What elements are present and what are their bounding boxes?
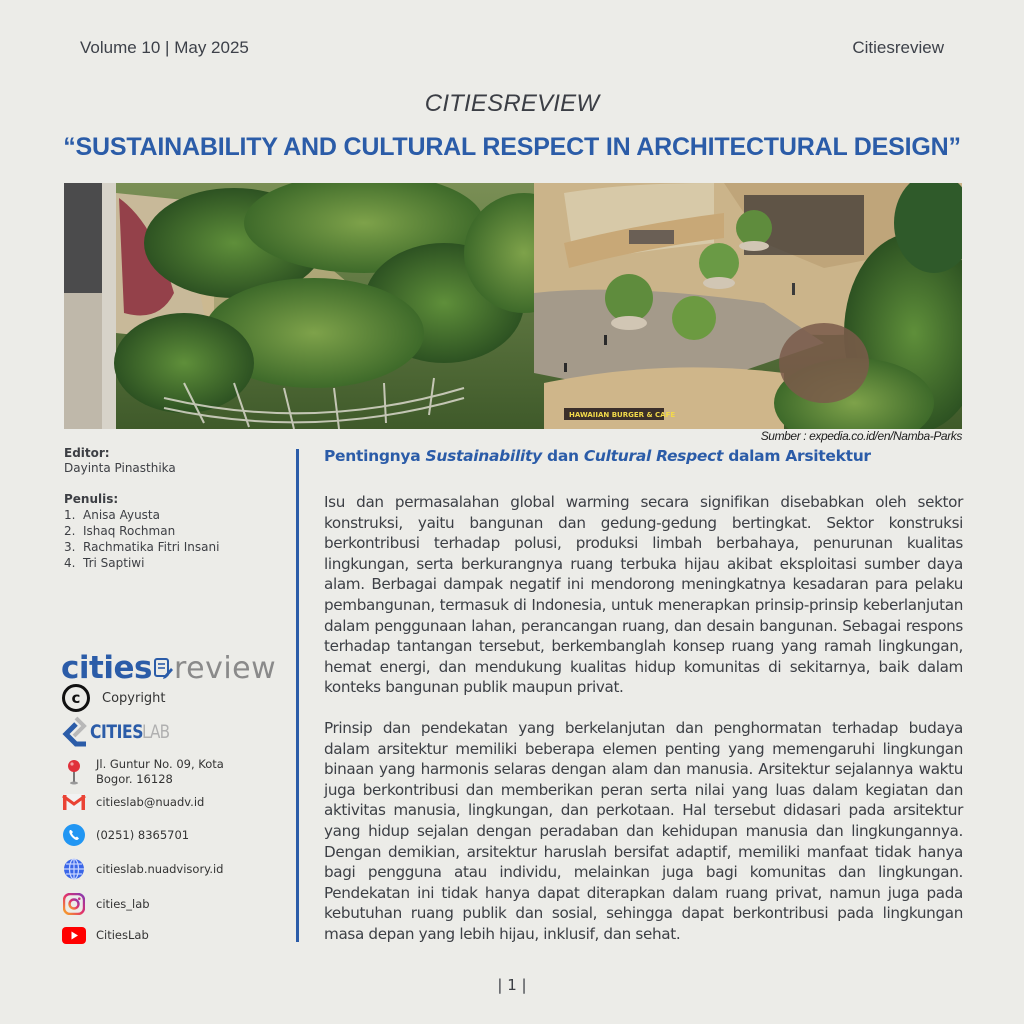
instagram-icon xyxy=(62,892,86,916)
editor-label: Editor: xyxy=(64,446,110,460)
article-title: “SUSTAINABILITY AND CULTURAL RESPECT IN ARCHITECTURAL DESIGN” xyxy=(63,133,961,161)
gmail-icon xyxy=(62,790,86,814)
contact-email[interactable]: citieslab@nuadv.id xyxy=(62,790,204,814)
contact-youtube[interactable]: CitiesLab xyxy=(62,923,149,947)
writers-list xyxy=(64,507,284,571)
youtube-icon xyxy=(62,923,86,947)
section-heading: Pentingnya Sustainability dan Cultural Respect dalam Arsitektur xyxy=(324,447,871,465)
editor-name: Dayinta Pinasthika xyxy=(64,461,176,475)
contact-instagram[interactable]: cities_lab xyxy=(62,892,150,916)
svg-text:HAWAIIAN BURGER & CAFE: HAWAIIAN BURGER & CAFE xyxy=(569,411,676,419)
header-issue: Volume 10 | May 2025 xyxy=(80,38,249,57)
copyright-row: c Copyright xyxy=(62,684,166,712)
writer-item: 1. Anisa Ayusta xyxy=(64,508,160,522)
photo-caption: Sumber : expedia.co.id/en/Namba-Parks xyxy=(760,429,962,443)
copyright-icon: c xyxy=(62,684,90,712)
citiesreview-logo: cities review xyxy=(61,650,277,686)
paragraph: Isu dan permasalahan global warming secara signifikan disebabkan oleh sektor konstruksi, yaitu bangunan dan gedung-gedung bertingkat. Sektor konstruksi berkontribusi terhadap polusi, produksi limbah berbahaya, penurunan kualitas lingkungan, serta berkurangnya ruang terbuka hijau akibat eksploitasi sumber daya alam. Berbagai dampak negatif ini mendorong meningkatnya kesadaran para pelaku pembangunan, termasuk di Indonesia, untuk menerapkan prinsip-prinsip keberlanjutan dalam penggunaan lahan, perancangan ruang, dan desain bangunan. Sebagai respons terhadap tantangan tersebut, berkembanglah konsep ruang yang ramah lingkungan, hemat energi, dan mendukung kualitas hidup komunitas di sekitarnya, baik dalam konteks bangunan publik maupun privat. xyxy=(324,493,963,697)
document-pen-icon xyxy=(153,656,173,680)
writer-item: 3. Rachmatika Fitri Insani xyxy=(64,540,220,554)
map-pin-icon xyxy=(62,760,86,784)
writers-label: Penulis: xyxy=(64,492,119,506)
hero-photo xyxy=(64,183,962,429)
writer-item: 4. Tri Saptiwi xyxy=(64,556,145,570)
contact-phone[interactable]: (0251) 8365701 xyxy=(62,823,189,847)
globe-icon xyxy=(62,857,86,881)
header-publication: Citiesreview xyxy=(852,38,944,57)
page-number: | 1 | xyxy=(497,976,527,994)
column-divider xyxy=(296,449,299,942)
paragraph: Prinsip dan pendekatan yang berkelanjutan dan penghormatan terhadap budaya dalam arsitektur memiliki beberapa elemen penting yang memengaruhi lingkungan binaan yang harmonis selaras dengan alam dan manusia. Arsitektur sejalannya waktu juga berkontribusi dan memberikan peran serta nilai yang luas dalam kegiatan dan aktivitas manusia, lingkungan, dan perkotaan. Hal tersebut didasari pada arsitektur yang hidup sejalan dengan peradaban dan kehidupan manusia dan lingkungannya. Dengan demikian, arsitektur haruslah bersifat adaptif, memiliki manfaat tidak hanya bagi pengguna atau individu, melainkan juga bagi komunitas dan lingkungan. Pendekatan ini tidak hanya dapat diterapkan dalam ruang privat, namun juga pada kebutuhan ruang publik dan sosial, sehingga dapat berkontribusi pada lingkungan masa depan yang lebih hijau, inklusif, dan sehat. xyxy=(324,718,963,943)
sidebar xyxy=(64,446,284,571)
writer-item: 2. Ishaq Rochman xyxy=(64,524,176,538)
contact-address: Jl. Guntur No. 09, Kota Bogor. 16128 xyxy=(62,757,224,787)
phone-icon xyxy=(62,823,86,847)
citieslab-mark-icon xyxy=(62,716,88,748)
contact-website[interactable]: citieslab.nuadvisory.id xyxy=(62,857,223,881)
magazine-title: CITIESREVIEW xyxy=(424,90,600,117)
article-body xyxy=(324,447,963,944)
citieslab-logo: CITIES LAB xyxy=(62,716,176,748)
